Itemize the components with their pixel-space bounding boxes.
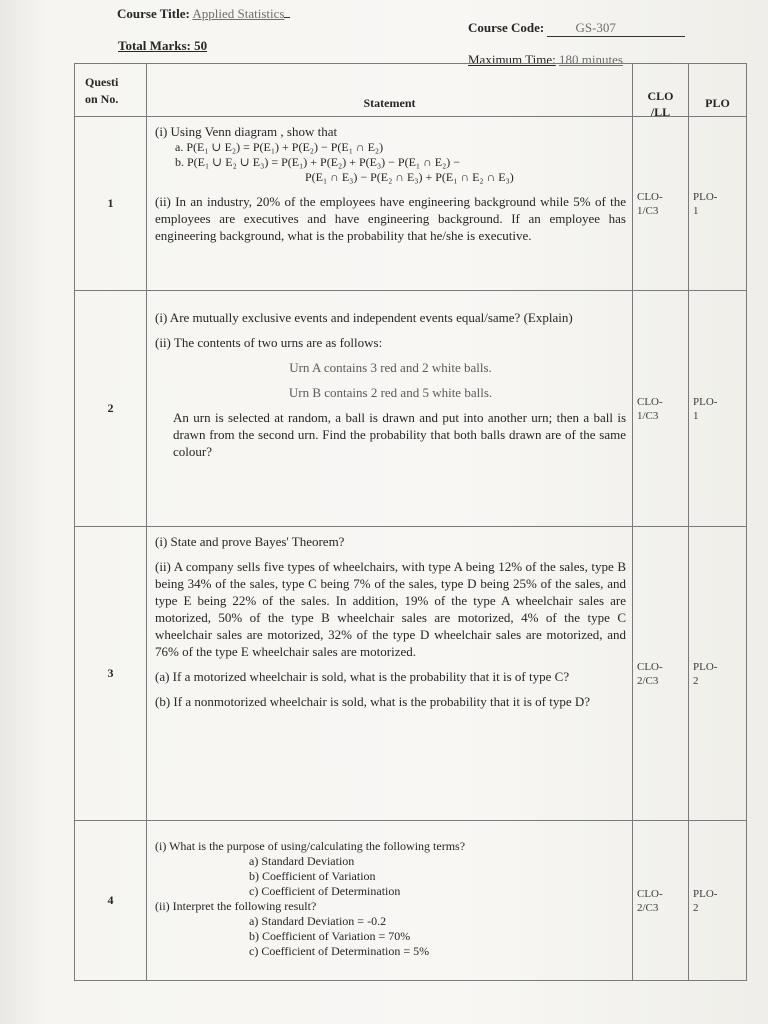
q3-part2-text: (ii) A company sells five types of wheelchairs, with type A being 12% of the sales, type B being 34% of the sales, type C being 7% of the sales, type D being 25% of the sales, and type E being 22% of the sales. In addition, 19% of the type A wheelchair sales are motorized, 50% of the type B wheelchair sales are motorized, 4% of the type C wheelchair sales are motorized, 32% of the type D wheelchair sales are motorized, and 76% of the type E wheelchair sales are motorized. <box>155 559 626 659</box>
q1-part1-b-line1: b. P(E₁ ∪ E₂ ∪ E₃) = P(E₁) + P(E₂) + P(E₃) − P(E₁ ∩ E₂) − <box>175 155 461 169</box>
question-statement <box>147 117 633 291</box>
header-clo <box>633 64 689 117</box>
list-item: a) Standard Deviation <box>249 854 355 868</box>
plo-line1: PLO- <box>693 395 718 408</box>
list-item: c) Coefficient of Determination <box>249 884 401 898</box>
q2-part2-heading: (ii) The contents of two urns are as follows: <box>155 335 383 350</box>
q1-part1-b-line2: P(E₁ ∩ E₃) − P(E₂ ∩ E₃) + P(E₁ ∩ E₂ ∩ E₃) <box>305 170 514 184</box>
q3-part-b: (b) If a nonmotorized wheelchair is sold, what is the probability that it is of type D? <box>155 694 591 709</box>
list-item: c) Coefficient of Determination = 5% <box>249 944 430 958</box>
question-row-4 <box>75 821 747 981</box>
plo-line2: 2 <box>693 674 699 687</box>
q2-part1-text: (i) Are mutually exclusive events and independent events equal/same? (Explain) <box>155 310 573 325</box>
course-title-value: Applied Statistics <box>192 6 285 21</box>
max-time-value: 180 minutes <box>559 52 623 67</box>
question-statement <box>147 527 633 821</box>
total-marks-text: Total Marks: 50 <box>118 38 208 53</box>
table-header-row <box>75 64 747 117</box>
q3-part-a: (a) If a motorized wheelchair is sold, what is the probability that it is of type C? <box>155 669 570 684</box>
list-item: b) Coefficient of Variation <box>249 869 376 883</box>
course-code-value: GS-307 <box>575 20 616 35</box>
q2-part2-body: An urn is selected at random, a ball is drawn and put into another urn; then a ball is drawn from the second urn. Find the probability that both balls drawn are of the same colour? <box>173 410 626 459</box>
clo-line1: CLO- <box>637 887 663 900</box>
clo-line2: 2/C3 <box>637 674 659 687</box>
course-code-label: Course Code: <box>468 20 545 35</box>
q1-part1-a: a. P(E₁ ∪ E₂) = P(E₁) + P(E₂) − P(E₁ ∩ E₂) <box>175 140 384 154</box>
clo-cell <box>633 291 689 527</box>
clo-cell <box>633 527 689 821</box>
q2-urn-a: Urn A contains 3 red and 2 white balls. <box>289 360 492 375</box>
question-number: 2 <box>75 291 147 527</box>
header-statement <box>147 64 633 117</box>
q1-part2-text: (ii) In an industry, 20% of the employees have engineering background while 5% of the employees are executives and have engineering background. If an employee has engineering background, what is the probability that he/she is executive. <box>155 194 626 243</box>
clo-line2: 1/C3 <box>637 409 659 422</box>
header-clo-line1: CLO <box>647 89 674 103</box>
header-question-no-line1: Questi <box>85 75 119 89</box>
clo-line1: CLO- <box>637 190 663 203</box>
max-time-label: Maximum Time: <box>468 52 556 67</box>
plo-line2: 2 <box>693 901 699 914</box>
q4-part1-heading: (i) What is the purpose of using/calculating the following terms? <box>155 839 466 853</box>
questions-table <box>74 63 747 981</box>
clo-line2: 1/C3 <box>637 204 659 217</box>
plo-cell <box>689 117 747 291</box>
question-row-2 <box>75 291 747 527</box>
course-code <box>468 20 685 37</box>
question-number: 1 <box>75 117 147 291</box>
question-statement <box>147 291 633 527</box>
clo-line2: 2/C3 <box>637 901 659 914</box>
header-question-no-line2: on No. <box>85 92 119 106</box>
list-item: b) Coefficient of Variation = 70% <box>249 929 411 943</box>
plo-line1: PLO- <box>693 190 718 203</box>
total-marks <box>118 38 207 54</box>
course-title <box>117 6 290 22</box>
q4-part2-heading: (ii) Interpret the following result? <box>155 899 317 913</box>
plo-line2: 1 <box>693 204 699 217</box>
clo-line1: CLO- <box>637 660 663 673</box>
q3-part1-text: (i) State and prove Bayes' Theorem? <box>155 534 345 549</box>
clo-line1: CLO- <box>637 395 663 408</box>
header-question-no <box>75 64 147 117</box>
plo-line1: PLO- <box>693 887 718 900</box>
header-statement-text: Statement <box>363 96 416 110</box>
header-plo <box>689 64 747 117</box>
clo-cell <box>633 821 689 981</box>
plo-cell <box>689 821 747 981</box>
question-statement <box>147 821 633 981</box>
question-number: 4 <box>75 821 147 981</box>
plo-line2: 1 <box>693 409 699 422</box>
clo-cell <box>633 117 689 291</box>
list-item: a) Standard Deviation = -0.2 <box>249 914 387 928</box>
question-row-3 <box>75 527 747 821</box>
plo-line1: PLO- <box>693 660 718 673</box>
q2-urn-b: Urn B contains 2 red and 5 white balls. <box>288 385 493 400</box>
plo-cell <box>689 291 747 527</box>
header-plo-text: PLO <box>705 96 730 110</box>
course-title-label: Course Title: <box>117 6 190 21</box>
q1-part1-heading: (i) Using Venn diagram , show that <box>155 124 338 139</box>
question-row-1 <box>75 117 747 291</box>
q4-part1-list <box>155 854 626 899</box>
question-number: 3 <box>75 527 147 821</box>
plo-cell <box>689 527 747 821</box>
q4-part2-list <box>155 914 626 959</box>
header-clo-line2: /LL <box>650 105 671 119</box>
